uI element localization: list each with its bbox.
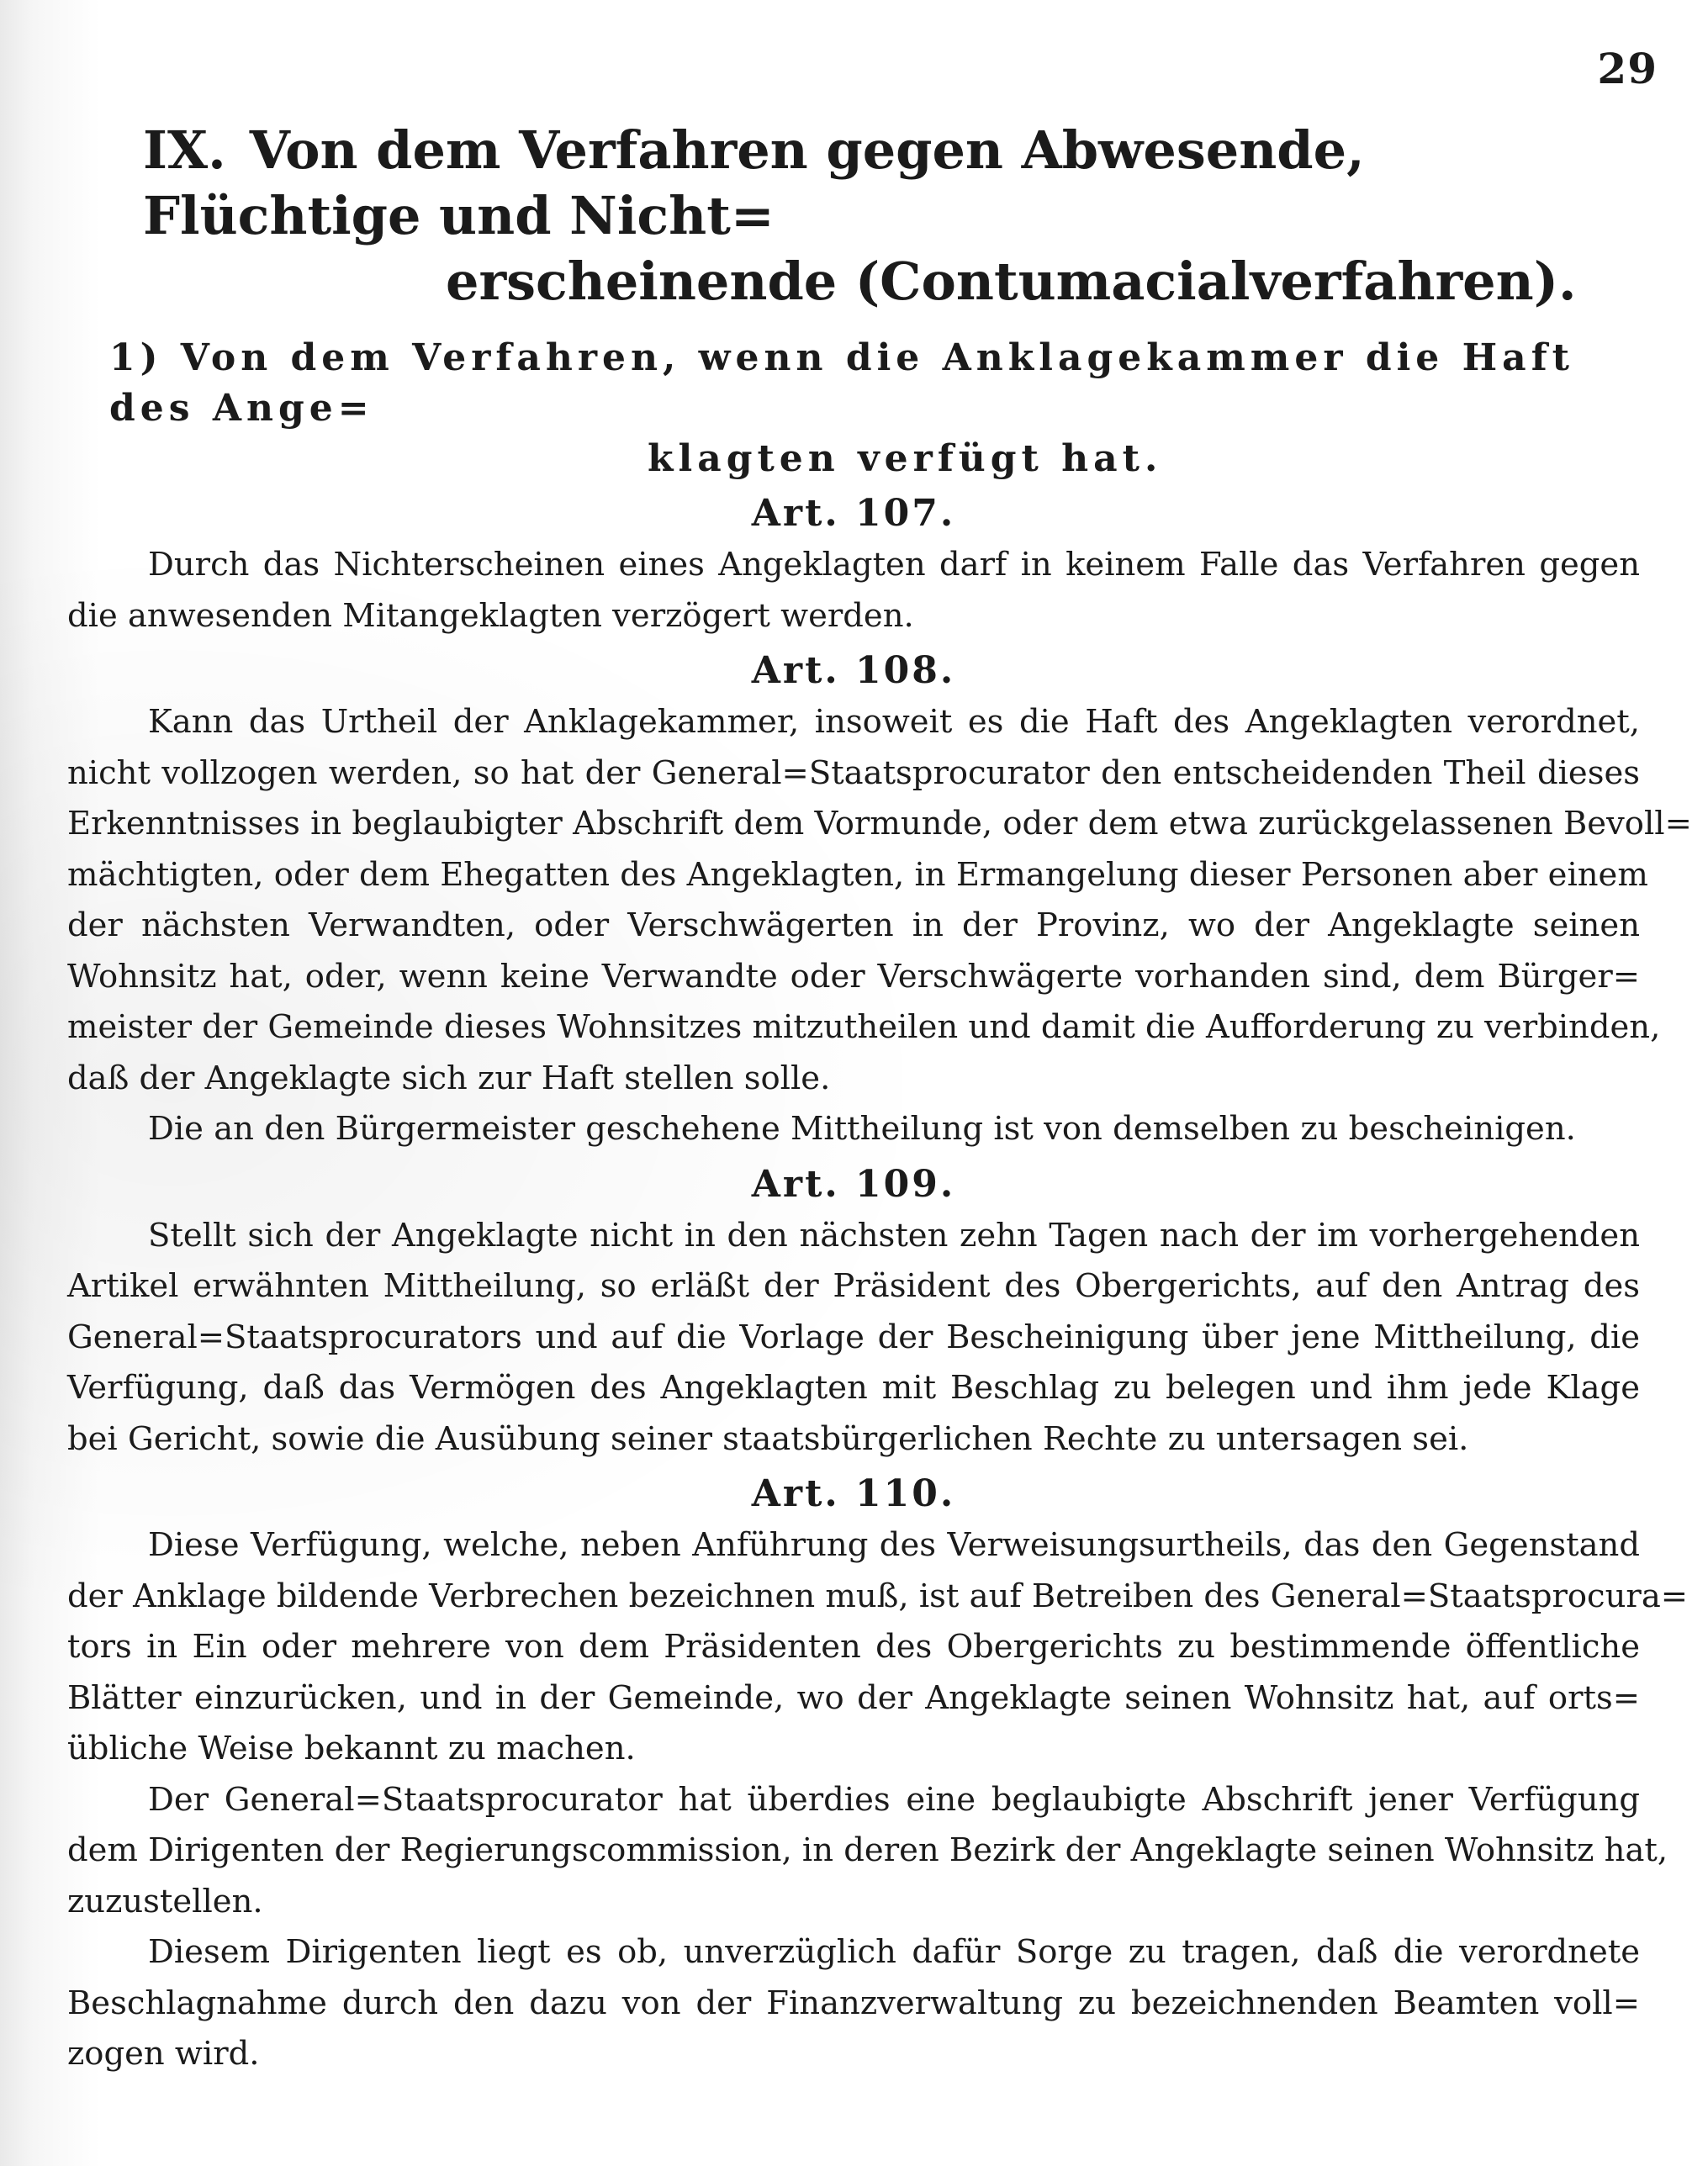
text-line: Beschlagnahme durch den dazu von der Finanzverwaltung zu bezeichnenden Beamten voll=: [67, 1984, 1640, 2022]
text-line: der nächsten Verwandten, oder Verschwägerten in der Provinz, wo der Angeklagte seinen: [67, 906, 1640, 944]
chapter-title-line2: erscheinende (Contumacialverfahren).: [446, 251, 1577, 312]
article-paragraph: [67, 1927, 1640, 2080]
text-line: Artikel erwähnten Mittheilung, so erläßt der Präsident des Obergerichts, auf den Antrag des: [67, 1267, 1640, 1305]
page-content: [67, 118, 1692, 2080]
text-line: Verfügung, daß das Vermögen des Angeklagten mit Beschlag zu belegen und ihm jede Klage: [67, 1369, 1640, 1407]
text-line: nicht vollzogen werden, so hat der General=Staatsprocurator den entscheidenden Theil dieses: [67, 753, 1640, 792]
subsection-heading: [67, 333, 1640, 484]
text-line: Der General=Staatsprocurator hat überdies eine beglaubigte Abschrift jener Verfügung: [148, 1780, 1640, 1819]
chapter-heading: [67, 118, 1640, 314]
text-line: Kann das Urtheil der Anklagekammer, insoweit es die Haft des Angeklagten verordnet,: [148, 703, 1640, 741]
article-heading: Art. 110.: [751, 1472, 956, 1515]
text-line: daß der Angeklagte sich zur Haft stellen solle.: [67, 1059, 831, 1097]
text-line: dem Dirigenten der Regierungscommission, in deren Bezirk der Angeklagte seinen Wohnsitz hat,: [67, 1831, 1668, 1869]
text-line: General=Staatsprocurators und auf die Vorlage der Bescheinigung über jene Mittheilung, die: [67, 1318, 1640, 1356]
text-line: Diesem Dirigenten liegt es ob, unverzüglich dafür Sorge zu tragen, daß die verordnete: [148, 1933, 1640, 1971]
subsection-line2: klagten verfügt hat.: [648, 437, 1163, 480]
text-line: übliche Weise bekannt zu machen.: [67, 1730, 636, 1767]
article-heading: Art. 109.: [751, 1162, 956, 1206]
article-paragraph: [67, 697, 1692, 1104]
text-line: der Anklage bildende Verbrechen bezeichnen muß, ist auf Betreiben des General=Staatsprocura=: [67, 1577, 1689, 1615]
text-line: bei Gericht, sowie die Ausübung seiner staatsbürgerlichen Rechte zu untersagen sei.: [67, 1419, 1469, 1458]
text-line: Wohnsitz hat, oder, wenn keine Verwandte oder Verschwägerte vorhanden sind, dem Bürger=: [67, 957, 1640, 996]
article-heading: Art. 108.: [751, 649, 956, 692]
text-line: Die an den Bürgermeister geschehene Mittheilung ist von demselben zu bescheinigen.: [148, 1110, 1576, 1148]
text-line: Blätter einzurücken, und in der Gemeinde, wo der Angeklagte seinen Wohnsitz hat, auf orts=: [67, 1678, 1640, 1717]
subsection-line1: 1) Von dem Verfahren, wenn die Anklagekammer die Haft des Ange=: [109, 336, 1574, 430]
article-paragraph: [67, 1775, 1668, 1928]
chapter-number: IX.: [143, 119, 226, 181]
article-paragraph: [67, 1104, 1640, 1155]
text-line: meister der Gemeinde dieses Wohnsitzes mitzutheilen und damit die Aufforderung zu verbinden,: [67, 1008, 1661, 1046]
text-line: die anwesenden Mitangeklagten verzögert werden.: [67, 596, 914, 635]
article-paragraph: [67, 540, 1640, 642]
text-line: Diese Verfügung, welche, neben Anführung des Verweisungsurtheils, das den Gegenstand: [148, 1526, 1640, 1564]
text-line: Stellt sich der Angeklagte nicht in den nächsten zehn Tagen nach der im vorhergehenden: [148, 1216, 1640, 1255]
page-number: 29: [1597, 44, 1658, 93]
chapter-title-line1: Von dem Verfahren gegen Abwesende, Flüchtige und Nicht=: [143, 119, 1365, 246]
text-line: mächtigten, oder dem Ehegatten des Angeklagten, in Ermangelung dieser Personen aber einem: [67, 855, 1648, 894]
text-line: zogen wird.: [67, 2035, 260, 2073]
text-line: zuzustellen.: [67, 1882, 263, 1920]
article-paragraph: [67, 1211, 1640, 1466]
text-line: Durch das Nichterscheinen eines Angeklagten darf in keinem Falle das Verfahren gegen: [148, 546, 1640, 584]
text-line: tors in Ein oder mehrere von dem Präsidenten des Obergerichts zu bestimmende öffentliche: [67, 1628, 1640, 1666]
text-line: Erkenntnisses in beglaubigter Abschrift dem Vormunde, oder dem etwa zurückgelassenen Bevoll=: [67, 805, 1692, 843]
article-paragraph: [67, 1520, 1689, 1775]
article-heading: Art. 107.: [751, 492, 956, 535]
